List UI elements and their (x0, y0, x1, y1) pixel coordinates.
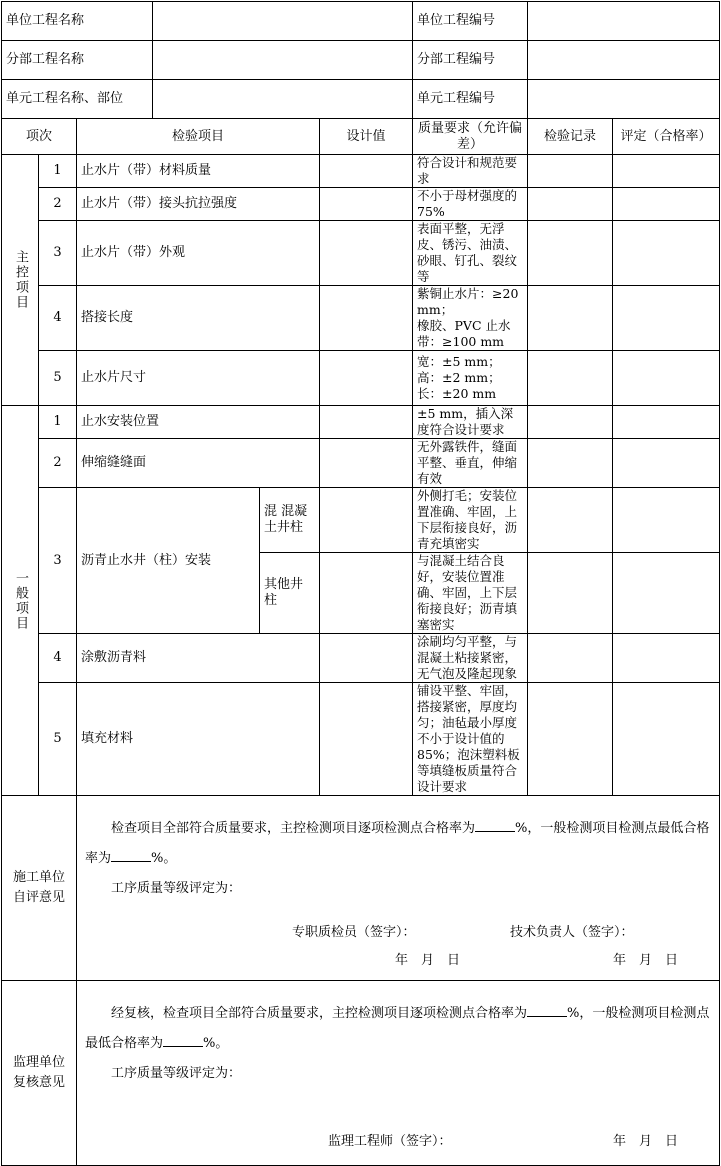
unit-project-code-field[interactable] (528, 2, 720, 41)
general-row-no: 5 (39, 683, 77, 796)
main-section-label: 主控项目 (2, 155, 39, 406)
col-quality-req: 质量要求（允许偏差） (413, 119, 528, 155)
record-cell[interactable] (528, 286, 613, 351)
col-rating: 评定（合格率） (613, 119, 720, 155)
element-project-code-field[interactable] (528, 80, 720, 119)
main-row-item: 止水片（带）材料质量 (77, 155, 320, 188)
rating-cell[interactable] (613, 406, 720, 439)
general-row-item: 涂敷沥青料 (77, 634, 320, 683)
inspector-signature[interactable]: 专职质检员（签字）： (292, 925, 416, 940)
record-cell[interactable] (528, 188, 613, 221)
engineer-date[interactable]: 年 月 日 (613, 1134, 679, 1149)
design-value-cell[interactable] (320, 406, 413, 439)
record-cell[interactable] (528, 553, 613, 634)
general-row-no: 3 (39, 488, 77, 634)
element-project-code-label: 单元工程编号 (413, 80, 528, 119)
general-row-no: 1 (39, 406, 77, 439)
design-value-cell[interactable] (320, 188, 413, 221)
inspector-date[interactable]: 年 月 日 (395, 953, 461, 968)
sub-item-concrete: 混 混凝土井柱 (260, 488, 320, 553)
col-item-no: 项次 (2, 119, 77, 155)
rating-cell[interactable] (613, 634, 720, 683)
record-cell[interactable] (528, 406, 613, 439)
general-row-req: 外侧打毛；安装位置准确、牢固，上下层衔接良好，沥青充填密实 (413, 488, 528, 553)
main-row-no: 2 (39, 188, 77, 221)
engineer-signature[interactable]: 监理工程师（签字）： (328, 1134, 452, 1149)
rating-cell[interactable] (613, 188, 720, 221)
main-row-req: 符合设计和规范要求 (413, 155, 528, 188)
rating-cell[interactable] (613, 683, 720, 796)
rating-cell[interactable] (613, 286, 720, 351)
sub-project-code-field[interactable] (528, 41, 720, 80)
general-row-item: 止水安装位置 (77, 406, 320, 439)
main-row-req: 表面平整，无浮皮、锈污、油渍、砂眼、钉孔、裂纹等 (413, 221, 528, 286)
rating-cell[interactable] (613, 553, 720, 634)
main-row-req: 紫铜止水片：≥20 mm； 橡胶、PVC 止水带：≥100 mm (413, 286, 528, 351)
rating-cell[interactable] (613, 351, 720, 406)
rating-cell[interactable] (613, 155, 720, 188)
inspection-form (1, 1, 720, 1166)
element-project-label: 单元工程名称、部位 (2, 80, 153, 119)
col-check-item: 检验项目 (77, 119, 320, 155)
general-section-label: 一般项目 (2, 406, 39, 796)
contractor-label: 施工单位自评意见 (2, 796, 77, 981)
design-value-cell[interactable] (320, 286, 413, 351)
design-value-cell[interactable] (320, 155, 413, 188)
design-value-cell[interactable] (320, 553, 413, 634)
general-row-req: 无外露铁件，缝面平整、垂直，伸缩有效 (413, 439, 528, 488)
record-cell[interactable] (528, 221, 613, 286)
general-row-no: 2 (39, 439, 77, 488)
main-pass-rate-field[interactable] (527, 1002, 567, 1017)
main-row-no: 5 (39, 351, 77, 406)
tech-lead-date[interactable]: 年 月 日 (613, 953, 679, 968)
contractor-opinion: 检查项目全部符合质量要求，主控检测项目逐项检测点合格率为 %，一般检测项目检测点最低合格率为 %。 工序质量等级评定为： 专职质检员（签字）： 技术负责人（签字）： 年 月 日 年 月 日 (77, 796, 720, 981)
general-row-req: 涂刷均匀平整，与混凝土粘接紧密，无气泡及隆起现象 (413, 634, 528, 683)
main-row-no: 1 (39, 155, 77, 188)
record-cell[interactable] (528, 683, 613, 796)
design-value-cell[interactable] (320, 351, 413, 406)
sub-item-other: 其他井柱 (260, 553, 320, 634)
element-project-field[interactable] (153, 80, 413, 119)
tech-lead-signature[interactable]: 技术负责人（签字）： (510, 925, 634, 940)
sub-project-code-label: 分部工程编号 (413, 41, 528, 80)
main-pass-rate-field[interactable] (475, 817, 515, 832)
main-row-item: 止水片（带）接头抗拉强度 (77, 188, 320, 221)
general-row-req: ±5 mm，插入深度符合设计要求 (413, 406, 528, 439)
design-value-cell[interactable] (320, 683, 413, 796)
general-row-no: 4 (39, 634, 77, 683)
col-design-value: 设计值 (320, 119, 413, 155)
main-row-no: 3 (39, 221, 77, 286)
general-row-item: 沥青止水井（柱）安装 (77, 488, 260, 634)
design-value-cell[interactable] (320, 488, 413, 553)
general-pass-rate-field[interactable] (163, 1032, 203, 1047)
unit-project-label: 单位工程名称 (2, 2, 153, 41)
main-row-req: 不小于母材强度的 75% (413, 188, 528, 221)
design-value-cell[interactable] (320, 221, 413, 286)
contractor-grade: 工序质量等级评定为： (111, 881, 242, 896)
record-cell[interactable] (528, 634, 613, 683)
record-cell[interactable] (528, 351, 613, 406)
general-row-item: 填充材料 (77, 683, 320, 796)
general-pass-rate-field[interactable] (111, 847, 151, 862)
main-row-item: 止水片（带）外观 (77, 221, 320, 286)
rating-cell[interactable] (613, 488, 720, 553)
rating-cell[interactable] (613, 439, 720, 488)
sub-project-field[interactable] (153, 41, 413, 80)
design-value-cell[interactable] (320, 439, 413, 488)
record-cell[interactable] (528, 155, 613, 188)
supervisor-grade: 工序质量等级评定为： (111, 1066, 242, 1081)
sub-project-label: 分部工程名称 (2, 41, 153, 80)
col-record: 检验记录 (528, 119, 613, 155)
unit-project-code-label: 单位工程编号 (413, 2, 528, 41)
supervisor-label: 监理单位复核意见 (2, 981, 77, 1166)
general-row-req: 铺设平整、牢固，搭接紧密，厚度均匀；油毡最小厚度不小于设计值的 85%；泡沫塑料板等填缝板质量符合设计要求 (413, 683, 528, 796)
general-row-req: 与混凝土结合良好，安装位置准确、牢固，上下层衔接良好；沥青填塞密实 (413, 553, 528, 634)
record-cell[interactable] (528, 439, 613, 488)
rating-cell[interactable] (613, 221, 720, 286)
main-row-no: 4 (39, 286, 77, 351)
unit-project-field[interactable] (153, 2, 413, 41)
main-row-item: 止水片尺寸 (77, 351, 320, 406)
general-row-item: 伸缩缝缝面 (77, 439, 320, 488)
supervisor-opinion: 经复核，检查项目全部符合质量要求，主控检测项目逐项检测点合格率为 %，一般检测项目检测点最低合格率为 %。 工序质量等级评定为： 监理工程师（签字）： 年 月 日 (77, 981, 720, 1166)
main-row-req: 宽：±5 mm； 高：±2 mm； 长：±20 mm (413, 351, 528, 406)
main-row-item: 搭接长度 (77, 286, 320, 351)
record-cell[interactable] (528, 488, 613, 553)
design-value-cell[interactable] (320, 634, 413, 683)
